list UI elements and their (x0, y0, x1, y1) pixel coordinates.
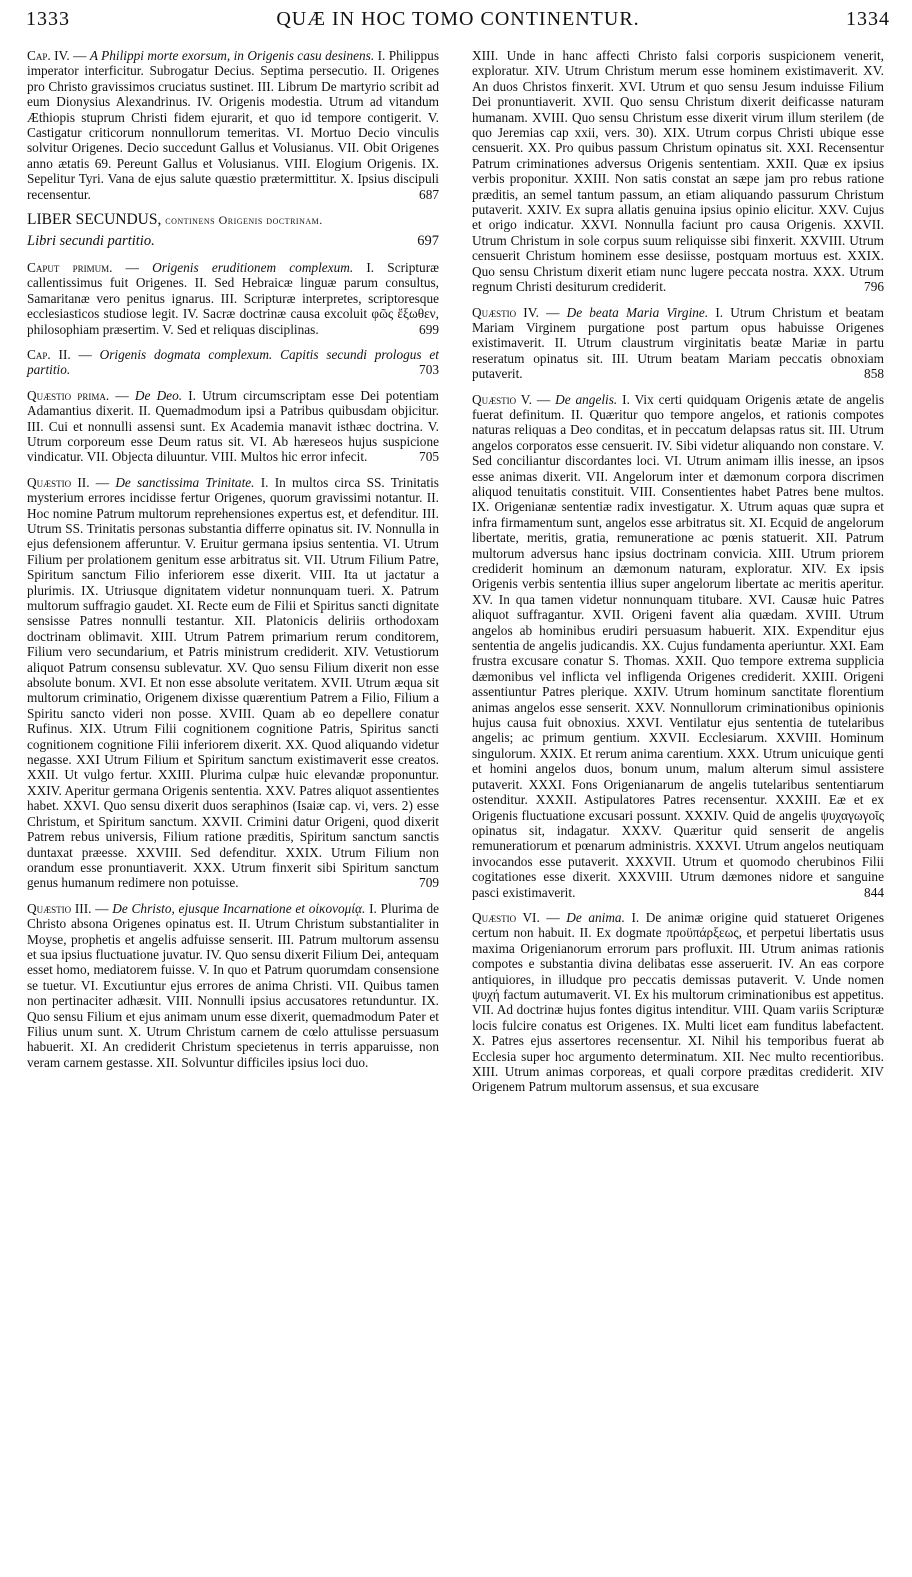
page-ref: 858 (864, 366, 884, 382)
toc-entry-quaestio-5 (472, 392, 884, 900)
entry-title: Origenis dogmata complexum. Capitis secundi prologus et partitio. (27, 346, 439, 378)
right-page-number: 1334 (846, 7, 890, 30)
entry-head: Quæstio V. — (472, 391, 556, 407)
toc-entry-quaestio-3-continued (472, 48, 884, 295)
toc-entry-quaestio-4 (472, 305, 884, 382)
entry-text: I. Philippus imperator interficitur. Subrogatur Decius. Septima persecutio. II. Origenes pro Christo gravissimos cruciatus sustinet. III. Librum De martyrio scribit ad eum Dionysius Alexandrinus. IV. Origenis modestia. Utrum ad vitandum Æthiopis stuprum Christi fidem ejurarit, et quo id tempore contigerit. V. Castigatur criticorum nonnullorum temeritas. VI. Mortuo Decio vinculis solvitur Origenes. Decio succedunt Gallus et Volusianus. VII. Obit Origenes anno ætatis 69. Pereunt Gallus et Volusianus. VIII. Elogium Origenis. IX. Sepelitur Tyri. Vana de ejus salute quæstio prætermittitur. X. Ipsius discipuli recensentur. (27, 48, 439, 202)
entry-text: I. Utrum Christum et beatam Mariam Virginem purgatione post partum opus habuisse Origenes existimaverit. II. Utrum claustrum virginitatis beatæ Mariæ in partu reseratum opinatus sit. III. Utrum beatam Mariam peccatis obnoxiam putaverit. (472, 304, 885, 382)
page-ref: 709 (419, 875, 439, 891)
entry-head: Cap. II. — (27, 346, 100, 362)
page-ref: 703 (419, 362, 439, 378)
page-ref: 699 (419, 321, 439, 337)
toc-entry-quaestio-6 (472, 910, 884, 1095)
page-ref: 796 (864, 279, 884, 295)
entry-text: I. Utrum circumscriptam esse Dei potentiam Adamantius dixerit. II. Quemadmodum ipsi a Patribus quibusdam objicitur. III. Cui et nonnulli assensi sunt. Ex Academia manavit isthæc doctrina. V. Utrum corporeum esse Deum ratus sit. VI. Ab hæreseos hujus suspicione vindicatur. VII. Objecta diluuntur. VIII. Multos hic error infecit. (27, 387, 439, 465)
toc-entry-quaestio-2 (27, 475, 439, 891)
left-page-number: 1333 (26, 7, 70, 30)
entry-title: De Christo, ejusque Incarnatione et οἰκονομίᾳ. (112, 900, 366, 916)
page-header (26, 4, 890, 34)
page-ref: 697 (417, 233, 439, 250)
book-title: LIBER SECUNDUS, (27, 211, 162, 229)
entry-head: Cap. IV. — (27, 48, 90, 63)
entry-text: I. Scripturæ callentissimus fuit Origenes. II. Sed Hebraicæ linguæ parum consultus, Samaritanæ vero penitus ignarus. III. Scripturæ interpretes, scriptoresque ecclesiasticos studiose legit. IV. Sacræ doctrinæ causa excoluit φῶς ἔξωθεν, philosophiam præsertim. V. Sed et reliquas disciplinas. (27, 259, 440, 337)
entry-title: De Deo. (134, 387, 183, 403)
entry-text: I. Vix certi quidquam Origenis ætate de angelis fuerat definitum. II. Quæritur quo tempore angelos, et rationis compotes naturas reliquas a Deo conditas, et in peccatum delapsas ratus sit. III. Utrum angelos corporatos esse censuerit. IV. Sibi videtur aliquando non constare. V. Sed conciliantur discordantes loci. VI. Utrum animam illis inesse, an ipsos esse animas dixerit. VII. Angelorum inter et dæmonum corpora discrimen aliquod tenuitatis constituit. VIII. Consentientes habet Patres bene multos. IX. Origenianæ sententiæ radix investigatur. X. Utrum aquas quæ supra et infra firmamentum sunt, angelos esse arbitratus sit. XI. Ecquid de angelorum libertate, meritis, gratia, remuneratione ac pœnis statuerit. XII. Patrum multorum adversus hanc ipsius doctrinam convicia. XIII. Utrum priorem crediderit hominum an dæmonum naturam, exploratur. XIV. Ex ipsis Origenis verbis sententia illius super angelorum libertate ac meritis aperitur. XV. In qua tamen videtur nonnunquam titubare. XVI. Causæ huic Patres aliquot suffragantur. XVII. Origeni favent alia quædam. XVIII. Utrum angelos ab hominibus erudiri persuasum habuerit. XIX. Expenditur ejus sententia de angelis judicandis. XX. Cujus fundamenta aperiuntur. XXI. Eam frustra excusare conatur S. Thomas. XXII. Quo tempore extrema supplicia dæmonibus vel inflicta vel infligenda Origenes crediderit. XXIII. Origeni assentiuntur Patres plerique. XXIV. Utrum hominum sanctitate florentium animas angelos esse senserit. XXV. Nonnullorum criminationibus opinionis hujus causa fuit obnoxius. XXVI. Ventilatur ejus sententia de tutelaribus angelis; ac primum gentium. XXVII. Ecclesiarum. XXVIII. Hominum singulorum. XXIX. Et rerum anima carentium. XXX. Utrum unicuique genti et homini angelos duos, bonum unum, malum alterum simul assistere putaverit. XXXI. Fons Origenianarum de angelis tutelaribus sententiarum ostenditur. XXXII. Astipulatores Patres recensentur. XXXIII. Eæ et ex Origenis fluctuatione excusari possunt. XXXIV. Quid de angelis ψυχαγωγοῖς opinatus sit, indagatur. XXXV. Quæritur quid senserit de angelis remuneratiorum et pœnarum administris. XXXVI. Utrum angelos neutiquam invocandos esse putaverit. XXXVII. Utrum et quomodo cherubinos Filii cogitationes esse dixerit. XXXVIII. Utrum dæmones nidore et sanguine pasci existimaverit. (472, 391, 884, 900)
entry-title: Libri secundi partitio. (27, 233, 155, 250)
book-heading (27, 212, 439, 228)
toc-entry-cap-2 (27, 347, 439, 378)
entry-title: De sanctissima Trinitate. (115, 474, 255, 490)
toc-entry-quaestio-1 (27, 388, 439, 465)
entry-title: A Philippi morte exorsum, in Origenis casu desinens. (89, 48, 375, 63)
entry-head: Quæstio II. — (27, 474, 116, 490)
entry-head: Caput primum. — (27, 259, 153, 275)
running-title: QUÆ IN HOC TOMO CONTINENTUR. (276, 7, 640, 30)
entry-text: XIII. Unde in hanc affecti Christo falsi corporis suspicionem venerit, exploratur. XIV. Utrum Christum merum esse hominem existimaverit. XV. An duos Christos finxerit. XVI. Utrum et quo sensu Jesum induisse Filium Dei pronuntiaverit. XVII. Quo sensu Christum dixerit deificasse naturam humanam. XVIII. Quo sensu Christum esse dixerit virum illum sterilem (de quo Jeremias cap xxii, vers. 30). XIX. Utrum corpus Christi ubique esse censuerit. XX. Pro quibus passum Christum opinatus sit. XXI. Recensentur Patrum criminationes adversus Origenis sententiam. XXII. Quæ ex ipsius verbis proponitur. XXIII. Non satis constat an sæpe jam pro rebus ratione præditis, an semel tantum passum, an etiam aliquando passurum Christum putaverit. XXIV. Ex supra allatis genuina ipsius opinio elicitur. XXV. Cujus et origo indicatur. XXVI. Nonnulla faciunt pro causa Origenis. XXVII. Utrum Christum in sole corpus suum reliquisse sibi finxerit. XXVIII. Utrum censuerit Christum hominem esse desiisse, postquam mortuus est. XXIX. Quo sensu Christum dixerit etiam nunc lugere peccata nostra. XXX. Utrum regnum Christi desiturum crediderit. (472, 48, 884, 295)
page-ref: 687 (419, 186, 439, 202)
book-subtitle: continens Origenis doctrinam. (165, 213, 323, 228)
entry-head: Quæstio prima. — (27, 387, 135, 403)
page-ref: 844 (864, 884, 884, 900)
entry-head: Quæstio VI. — (472, 909, 567, 925)
toc-entry-partitio (27, 234, 439, 249)
entry-head: Quæstio IV. — (472, 304, 567, 320)
entry-title: Origenis eruditionem complexum. (152, 259, 354, 275)
toc-entry-quaestio-3 (27, 901, 439, 1070)
page-ref: 705 (419, 449, 439, 465)
right-column (472, 48, 884, 1105)
entry-title: De beata Maria Virgine. (566, 304, 709, 320)
entry-text: I. De animæ origine quid statueret Origenes certum non habuit. II. Ex dogmate προϋπάρξεως, et perpetui libertatis usus maxima Origenianorum errorum pars profluxit. III. Utrum animas rationis compotes e substantia divina delibatas esse asseruerit. IV. An eas corpore antiquiores, in illudque pro peccatis demissas putaverit. V. Unde nomen ψυχή factum autumaverit. VI. Ex his multorum criminationibus est appetitus. VII. Ad doctrinæ hujus fontes digitus intenditur. VIII. Quam variis Scripturæ locis fulcire conatus est Origenes. IX. Multi licet eam funditus labefactent. X. Patres ejus assertores recensentur. XI. Nihil his temporibus fuerat ab Ecclesia super hoc argumento determinatum. XII. Nec multo recentioribus. XIII. Utrum animas corporeas, et quali corpore præditas crediderit. XIV Origenem Patrum multorum assensus, et sua excusare (472, 909, 884, 1095)
toc-entry-caput-primum (27, 260, 439, 337)
entry-title: De angelis. (555, 391, 618, 407)
entry-head: Quæstio III. — (27, 900, 113, 916)
entry-text: I. Plurima de Christo absona Origenes opinatus est. II. Utrum Christum substantialiter in Moyse, prophetis et angelis adfuisse senserit. III. Patrum multorum assensu et sua ipsius fluctuatione juvatur. IV. Quo sensu dixerit Filium Dei, antequam esset homo, mediatorem fuisse. V. In quo et Patrum quorumdam consensione se tuetur. VI. Excutiuntur ejus errores de anima Christi. VII. Quibus tamen non pertinaciter adhæsit. VIII. Nonnulli ipsius accusatores retunduntur. IX. Quo sensu Filium et ejus animam unum esse dixerit, quemadmodum Pater et Filius unum sunt. X. Utrum Christum carnem de cœlo attulisse persuasum habuerit. XI. An crediderit Christum specietenus in terris apparuisse, non veram carnem gestasse. XII. Solvuntur difficiles ipsius loci duo. (27, 900, 439, 1070)
toc-entry-cap-4 (27, 48, 439, 202)
entry-title: De anima. (566, 909, 625, 925)
entry-text: I. In multos circa SS. Trinitatis mysterium errores incidisse fertur Origenes, quorum gravissimi notantur. II. Hoc nomine Patrum multorum reprehensiones expertus est, et defenditur. III. Utrum SS. Trinitatis personas substantia differre opinatus sit. IV. Nonnulla in ejus defensionem afferuntur. V. Eruitur germana ipsius sententia. VI. Utrum Filium per prolationem genitum esse arbitratus sit. VII. Utrum Filium Patre, Spiritum sanctum Filio inferiorem esse dixerit. VIII. Ita ut jactatur a plurimis. IX. Utriusque dignitatem videtur nonnunquam tueri. X. Patrum multorum suffragio gaudet. XI. Recte eum de Filii et Spiritus sancti dignitate sensisse Patres nonnulli testantur. XII. Platonicis deliriis orthodoxam doctrinam oblimavit. XIII. Utrum Patrem primarium rerum conditorem, Filium vero secundarium, et Patris ministrum crediderit. XIV. Vetustiorum aliquot Patrum consensu sublevatur. XV. Quo sensu Filium dixerit non esse absolute bonum. XVI. Et non esse absolute veritatem. XVII. Utrum æqua sit multorum criminatio, Origenem dixisse quærentium Patrem a Filio, Filium a Spiritu sancto videri non posse. XVIII. Quam ab eo depellere conatur Rufinus. XIX. Utrum Filii cognitionem cognitione Patris, Spiritus sancti cognitionem cognitione Filii inferiorem dixerit. XX. Quod aliquando videtur negasse. XXI Utrum Filium et Spiritum sanctum existimaverit esse creatos. XXII. Ut vulgo fertur. XXIII. Plurima culpæ huic elevandæ proponuntur. XXIV. Aperitur germana Origenis sententia. XXV. Patres aliquot assentientes habet. XXVI. Quo sensu dixerit duos seraphinos (Isaiæ cap. vi, vers. 2) esse Christum, et Spiritum sanctum. XXVII. Crimini datur Origeni, quod dixerit Patrem rebus universis, Filium ratione præditis, Spiritum sanctum sanctis duntaxat præesse. XXVIII. Sed defenditur. XXIX. Utrum Filium non orandum esse pronuntiaverit. XXX. Utrum finxerit sibi Spiritum sanctum genus humanum redimere non potuisse. (27, 474, 439, 891)
left-column (27, 48, 439, 1080)
